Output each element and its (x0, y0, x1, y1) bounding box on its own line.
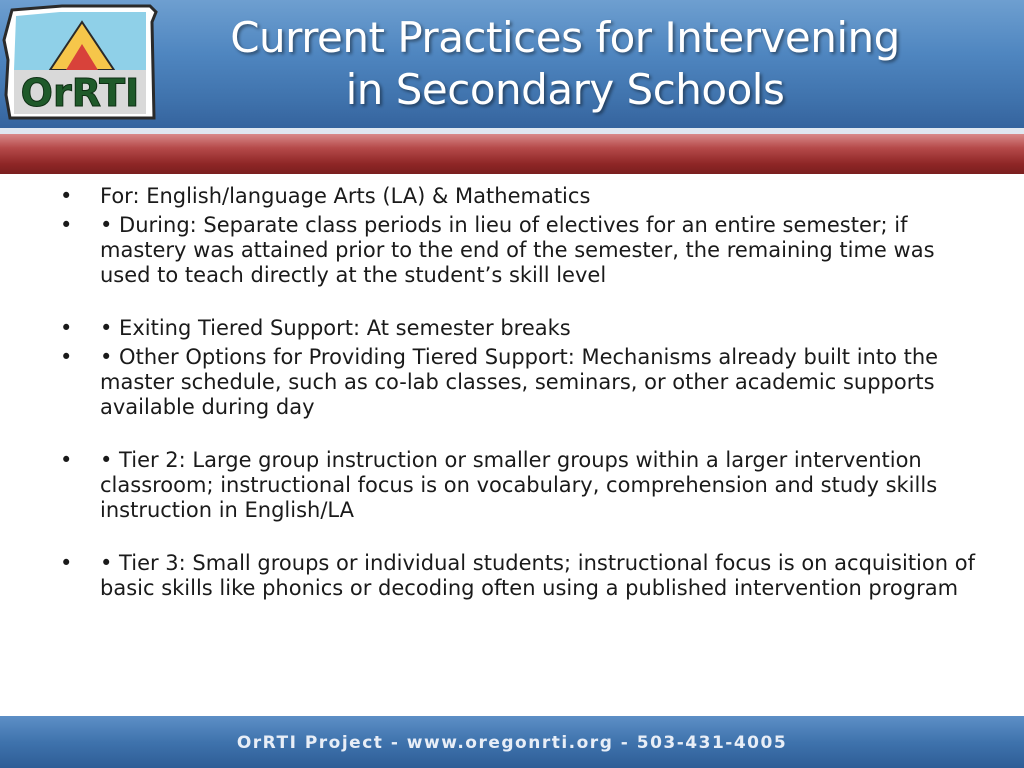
bullet-text: • Tier 3: Small groups or individual students; instructional focus is on acquisition of basic skills like phonics or decoding often using a published intervention program (100, 551, 975, 600)
logo-text: OrRTI (20, 71, 140, 115)
accent-band (0, 134, 1024, 174)
bullet-marker: • (60, 345, 73, 369)
bullet-item (56, 345, 976, 420)
bullet-list (56, 184, 976, 601)
bullet-text: • Other Options for Providing Tiered Support: Mechanisms already built into the master schedule, such as co-lab classes, seminars, or other academic supports available during day (100, 345, 939, 419)
bullet-item (56, 448, 976, 523)
bullet-text: • Tier 2: Large group instruction or smaller groups within a larger intervention classroom; instructional focus is on vocabulary, comprehension and study skills instruction in English/LA (100, 448, 938, 522)
page-title (170, 12, 960, 116)
bullet-marker: • (60, 184, 73, 208)
footer-text: OrRTI Project - www.oregonrti.org - 503-431-4005 (236, 733, 788, 753)
bullet-text: • Exiting Tiered Support: At semester breaks (100, 316, 571, 340)
bullet-item (56, 551, 976, 601)
title-line-1: Current Practices for Intervening (230, 13, 900, 62)
bullet-marker: • (60, 551, 73, 575)
bullet-marker: • (60, 316, 73, 340)
bullet-item (56, 184, 976, 209)
orrti-logo (0, 0, 165, 132)
bullet-content (56, 184, 976, 605)
bullet-item (56, 213, 976, 288)
bullet-marker: • (60, 448, 73, 472)
bullet-marker: • (60, 213, 73, 237)
title-line-2: in Secondary Schools (345, 65, 785, 114)
bullet-text: • During: Separate class periods in lieu of electives for an entire semester; if mastery was attained prior to the end of the semester, the remaining time was used to teach directly at the student’s skill level (100, 213, 935, 287)
bullet-item (56, 316, 976, 341)
bullet-text: For: English/language Arts (LA) & Mathematics (100, 184, 591, 208)
